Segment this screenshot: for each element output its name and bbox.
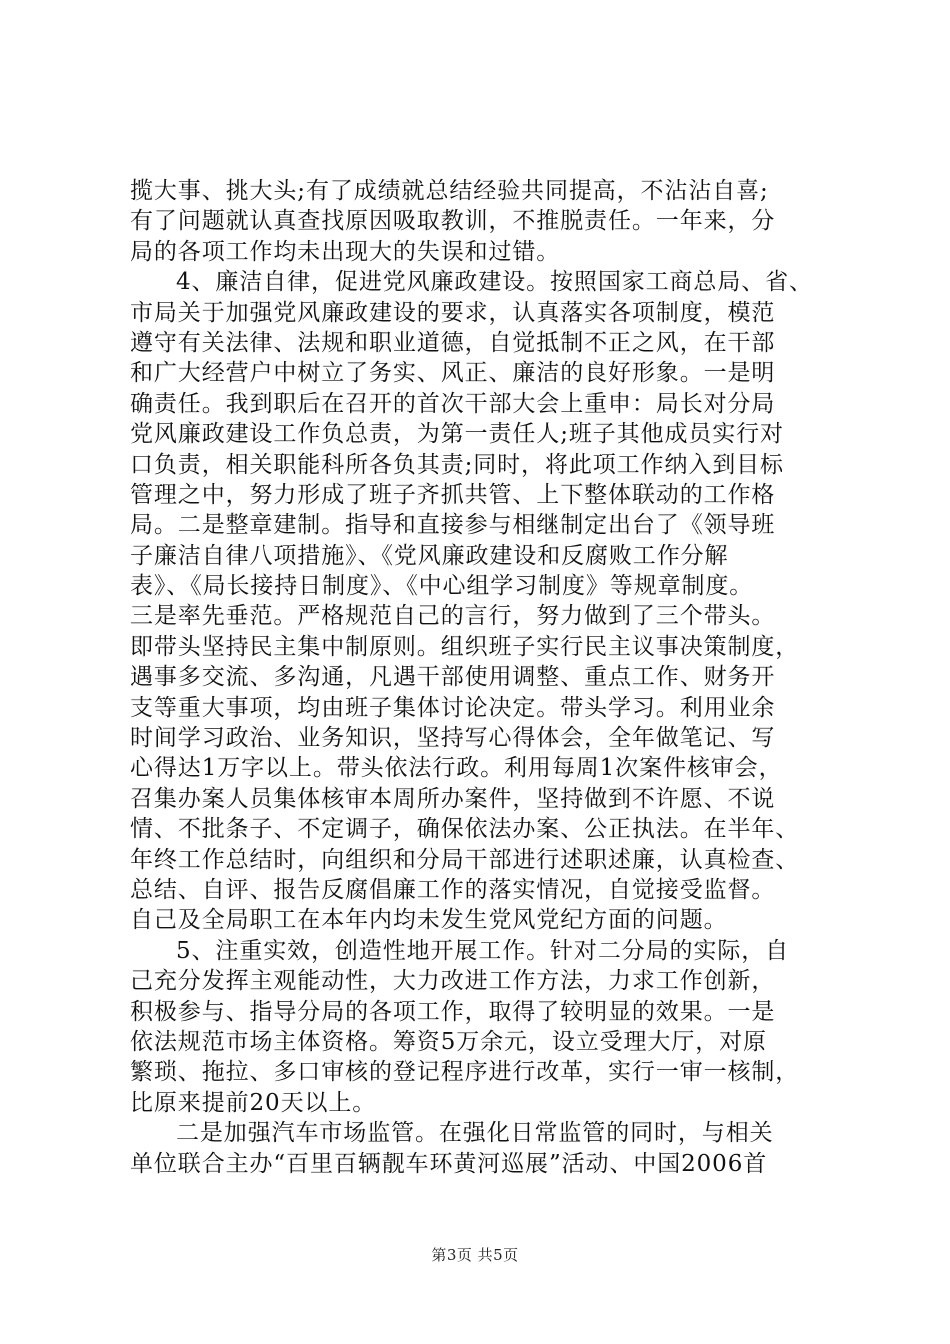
text-line: 年终工作总结时，向组织和分局干部进行述职述廉，认真检查、 bbox=[130, 846, 800, 873]
text-line: 即带头坚持民主集中制原则。组织班子实行民主议事决策制度， bbox=[130, 633, 800, 660]
text-line: 表》、《局长接持日制度》、《中心组学习制度》等规章制度。 bbox=[130, 573, 754, 600]
document-body bbox=[130, 176, 830, 1179]
page-footer: 第3页 共5页 bbox=[431, 1246, 519, 1264]
text-line: 己充分发挥主观能动性，大力改进工作方法，力求工作创新， bbox=[130, 968, 776, 995]
text-line: 局。二是整章建制。指导和直接参与相继制定出台了《领导班 bbox=[130, 512, 776, 539]
text-line: 有了问题就认真查找原因吸取教训，不推脱责任。一年来，分 bbox=[130, 208, 776, 235]
text-line: 二是加强汽车市场监管。在强化日常监管的同时，与相关 bbox=[176, 1120, 774, 1147]
text-line: 比原来提前20天以上。 bbox=[130, 1089, 377, 1116]
text-line: 单位联合主办“百里百辆靓车环黄河巡展”活动、中国2006首 bbox=[130, 1150, 768, 1177]
text-line: 党风廉政建设工作负总责，为第一责任人;班子其他成员实行对 bbox=[130, 421, 784, 448]
text-line: 心得达1万字以上。带头依法行政。利用每周1次案件核审会， bbox=[130, 755, 783, 782]
text-line: 揽大事、挑大头;有了成绩就总结经验共同提高，不沾沾自喜; bbox=[130, 178, 769, 204]
text-line: 子廉洁自律八项措施》、《党风廉政建设和反腐败工作分解 bbox=[130, 542, 729, 569]
text-line: 自己及全局职工在本年内均未发生党风党纪方面的问题。 bbox=[130, 907, 728, 934]
text-line: 管理之中，努力形成了班子齐抓共管、上下整体联动的工作格 bbox=[130, 481, 776, 508]
text-line: 和广大经营户中树立了务实、风正、廉洁的良好形象。一是明 bbox=[130, 360, 776, 387]
text-line: 市局关于加强党风廉政建设的要求，认真落实各项制度，模范 bbox=[130, 299, 776, 326]
text-line: 支等重大事项，均由班子集体讨论决定。带头学习。利用业余 bbox=[130, 694, 776, 721]
text-line: 确责任。我到职后在召开的首次干部大会上重申：局长对分局 bbox=[130, 390, 776, 417]
text-line: 遵守有关法律、法规和职业道德，自觉抵制不正之风，在干部 bbox=[130, 329, 776, 356]
text-line: 遇事多交流、多沟通，凡遇干部使用调整、重点工作、财务开 bbox=[130, 664, 776, 691]
text-line: 召集办案人员集体核审本周所办案件，坚持做到不许愿、不说 bbox=[130, 785, 776, 812]
text-line: 局的各项工作均未出现大的失误和过错。 bbox=[130, 238, 561, 265]
text-line: 三是率先垂范。严格规范自己的言行，努力做到了三个带头。 bbox=[130, 603, 776, 630]
text-line: 繁琐、拖拉、多口审核的登记程序进行改革，实行一审一核制， bbox=[130, 1059, 800, 1086]
text-line: 口负责，相关职能科所各负其责;同时，将此项工作纳入到目标 bbox=[130, 451, 784, 478]
text-line: 总结、自评、报告反腐倡廉工作的落实情况，自觉接受监督。 bbox=[130, 876, 776, 903]
text-line: 积极参与、指导分局的各项工作，取得了较明显的效果。一是 bbox=[130, 998, 776, 1025]
text-line: 4、廉洁自律，促进党风廉政建设。按照国家工商总局、省、 bbox=[176, 269, 813, 296]
text-line: 情、不批条子、不定调子，确保依法办案、公正执法。在半年、 bbox=[130, 816, 800, 843]
text-line: 5、注重实效，创造性地开展工作。针对二分局的实际，自 bbox=[176, 937, 790, 964]
text-line: 时间学习政治、业务知识，坚持写心得体会，全年做笔记、写 bbox=[130, 725, 776, 752]
text-line: 依法规范市场主体资格。筹资5万余元，设立受理大厅，对原 bbox=[130, 1028, 767, 1055]
